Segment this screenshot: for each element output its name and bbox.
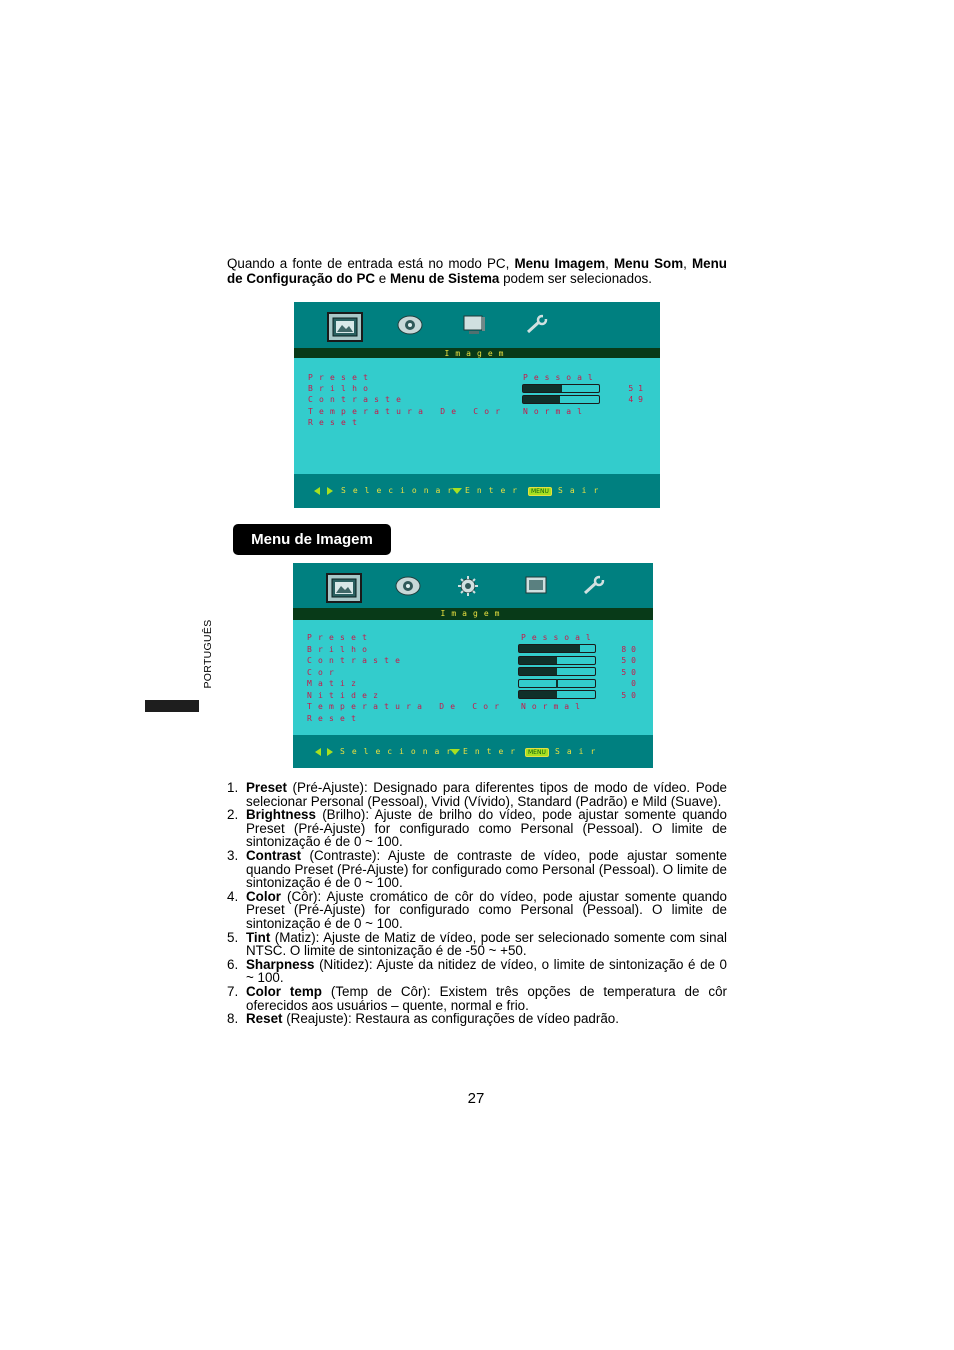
intro-menu-pc: Menu de Configuração do PC [227, 256, 727, 286]
list-number: 5. [227, 929, 239, 945]
language-tab-bar [145, 700, 199, 712]
nav-enter-label: Enter [463, 747, 523, 756]
osd-label-brilho[interactable]: Brilho [308, 384, 375, 393]
menu-key-icon: MENU [528, 487, 552, 496]
osd-value-preset: Pessoal [523, 373, 599, 382]
slider-fill [519, 645, 580, 652]
list-text: (Brilho): Ajuste de brilho do vídeo, pode ajustar somente quando Preset (Pré-Ajuste) for configurado como Personal (Pessoal). O limite de sintonização é de 0 ~ 100. [246, 807, 727, 850]
osd-value-temperatura: Normal [523, 407, 588, 416]
screen-icon[interactable] [520, 573, 552, 599]
list-text: (Côr): Ajuste cromático de côr do vídeo, pode ajustar somente quando Preset (Pré-Ajuste) for configurado como Personal (Pessoal). O limite de sintonização é de 0 ~ 100. [246, 888, 727, 931]
list-number: 7. [227, 983, 239, 999]
osd-number-nitidez: 50 [621, 691, 641, 700]
menu-key-icon: MENU [525, 748, 549, 757]
osd-label-brilho[interactable]: Brilho [307, 645, 374, 654]
left-arrow-icon [315, 748, 321, 756]
list-item [227, 931, 727, 958]
osd-value-preset: Pessoal [521, 633, 597, 642]
intro-menu-sistema: Menu de Sistema [389, 270, 500, 286]
slider-center-mark [556, 679, 558, 688]
right-arrow-icon [327, 487, 333, 495]
list-term: Contrast [246, 847, 302, 863]
nav-select-label: Selecionar [340, 747, 459, 756]
intro-text: Quando a fonte de entrada está no modo PC, [227, 256, 515, 271]
list-text: (Reajuste): Restaura as configurações de vídeo padrão. [282, 1011, 619, 1027]
osd-label-temperatura[interactable]: Temperatura De Cor [308, 407, 507, 416]
settings-icon[interactable] [453, 573, 485, 599]
nav-select-label: Selecionar [341, 486, 460, 495]
osd-slider-brilho[interactable] [522, 384, 600, 393]
intro-menu-som: Menu Som [614, 256, 684, 271]
list-number: 2. [227, 807, 239, 823]
osd-label-preset[interactable]: Preset [308, 373, 375, 382]
osd-nav-bar [293, 735, 653, 768]
list-item [227, 849, 727, 890]
page-number: 27 [467, 1090, 485, 1107]
osd-number-brilho: 80 [621, 645, 641, 654]
osd-label-contraste[interactable]: Contraste [307, 656, 407, 665]
nav-exit-label: Sair [558, 486, 606, 495]
system-icon[interactable] [521, 312, 553, 338]
osd-screenshot-video [293, 563, 653, 768]
list-term: Brightness [246, 807, 316, 823]
osd-number-matiz: 0 [631, 679, 641, 688]
osd-label-contraste[interactable]: Contraste [308, 395, 408, 404]
osd-label-reset[interactable]: Reset [307, 714, 363, 723]
pc-setup-icon[interactable] [458, 312, 490, 338]
osd-value-temperatura: Normal [521, 702, 586, 711]
intro-text: , [605, 256, 615, 271]
list-term: Preset [246, 780, 287, 795]
list-item [227, 958, 727, 985]
osd-slider-contraste[interactable] [518, 656, 596, 665]
osd-nav-bar [294, 474, 660, 508]
nav-enter-label: Enter [465, 486, 525, 495]
down-arrow-icon [452, 488, 462, 494]
list-text: (Nitidez): Ajuste da nitidez de vídeo, o limite de sintonização é de 0 ~ 100. [246, 956, 727, 986]
right-arrow-icon [327, 748, 333, 756]
osd-label-reset[interactable]: Reset [308, 418, 364, 427]
slider-fill [523, 385, 562, 392]
list-text: (Matiz): Ajuste de Matiz de vídeo, pode ser selecionado somente com sinal NTSC. O limite de sintonização é de -50 ~ +50. [246, 929, 727, 959]
list-term: Reset [246, 1011, 283, 1027]
list-text: (Temp de Côr): Existem três opções de temperatura de côr oferecidos aos usuários – quente, normal e frio. [246, 983, 727, 1013]
osd-number-contraste: 50 [621, 656, 641, 665]
list-term: Color temp [246, 983, 322, 999]
osd-slider-matiz[interactable] [518, 679, 596, 688]
list-number: 8. [227, 1011, 239, 1027]
sound-icon[interactable] [394, 312, 426, 338]
osd-slider-contraste[interactable] [522, 395, 600, 404]
list-term: Color [246, 888, 281, 904]
osd-slider-nitidez[interactable] [518, 690, 596, 699]
list-number: 4. [227, 888, 239, 904]
osd-title: Imagem [294, 348, 660, 358]
intro-menu-imagem: Menu Imagem [514, 256, 606, 271]
list-term: Tint [246, 929, 271, 945]
osd-icon-bar [293, 563, 653, 608]
down-arrow-icon [450, 749, 460, 755]
language-tab-label: PORTUGUÊS [202, 619, 214, 689]
picture-icon[interactable] [327, 312, 363, 342]
list-item [227, 985, 727, 1012]
list-text: (Contraste): Ajuste de contraste de vídeo, pode ajustar somente quando Preset (Pré-Ajuste) for configurado como Personal (Pessoal). O limite de sintonização é de 0 ~ 100. [246, 847, 727, 891]
osd-label-preset[interactable]: Preset [307, 633, 374, 642]
system-icon[interactable] [578, 573, 610, 599]
list-number: 3. [227, 847, 239, 863]
slider-fill [523, 396, 560, 403]
intro-text: podem ser selecionados. [499, 270, 652, 286]
osd-slider-brilho[interactable] [518, 644, 596, 653]
osd-slider-cor[interactable] [518, 667, 596, 676]
list-number: 1. [227, 780, 239, 795]
osd-label-matiz[interactable]: Matiz [307, 679, 363, 688]
list-number: 6. [227, 956, 239, 972]
list-item [227, 890, 727, 931]
list-text: (Pré-Ajuste): Designado para diferentes tipos de modo de vídeo. Pode selecionar Personal (Pessoal), Vivid (Vívido), Standard (Padrão) e Mild (Suave). [246, 780, 727, 809]
osd-label-nitidez[interactable]: Nitidez [307, 691, 385, 700]
left-arrow-icon [314, 487, 320, 495]
list-item [227, 781, 727, 808]
osd-label-cor[interactable]: Cor [307, 668, 341, 677]
intro-paragraph [227, 257, 727, 286]
osd-number-brilho: 51 [628, 384, 648, 393]
slider-fill [519, 691, 557, 698]
nav-exit-label: Sair [555, 747, 603, 756]
osd-icon-bar [294, 302, 660, 348]
intro-text: , [683, 256, 693, 271]
osd-screenshot-pc [294, 302, 660, 508]
settings-description-list [227, 781, 727, 1026]
osd-number-contraste: 49 [628, 395, 648, 404]
list-term: Sharpness [246, 956, 315, 972]
section-badge: Menu de Imagem [233, 524, 391, 555]
list-item [227, 1012, 727, 1026]
picture-icon[interactable] [326, 573, 362, 603]
slider-fill [519, 668, 557, 675]
slider-fill [519, 657, 557, 664]
osd-number-cor: 50 [621, 668, 641, 677]
intro-text: e [375, 270, 390, 286]
osd-label-temperatura[interactable]: Temperatura De Cor [307, 702, 506, 711]
osd-title: Imagem [293, 608, 653, 620]
list-item [227, 808, 727, 849]
sound-icon[interactable] [392, 573, 424, 599]
